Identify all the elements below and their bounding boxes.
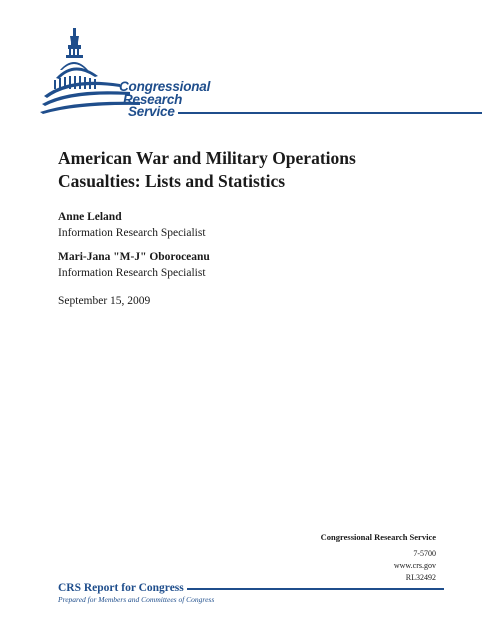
author-name: Anne Leland <box>58 211 122 223</box>
footer-rule <box>187 588 444 590</box>
author-2 <box>58 249 210 281</box>
footer-report-title: CRS Report for Congress <box>58 582 184 594</box>
crs-logo <box>40 26 450 121</box>
author-role: Information Research Specialist <box>58 227 206 239</box>
logo-line-3: Service <box>128 104 175 119</box>
report-footer <box>58 582 444 604</box>
website-text: www.crs.gov <box>393 561 436 570</box>
footer-title-line <box>58 582 444 594</box>
report-meta <box>321 531 436 584</box>
logo-line-1: Congressional <box>119 79 211 94</box>
author-role: Information Research Specialist <box>58 267 206 279</box>
report-title: American War and Military Operations Casualties: Lists and Statistics <box>58 148 356 191</box>
footer-tagline: Prepared for Members and Committees of Congress <box>58 595 215 604</box>
logo-rule <box>178 112 482 114</box>
author-name: Mari-Jana "M-J" Oboroceanu <box>58 251 210 263</box>
report-date: September 15, 2009 <box>58 295 151 307</box>
logo-line-2: Research <box>123 91 183 107</box>
report-id: RL32492 <box>405 573 436 582</box>
organization-name: Congressional Research Service <box>320 532 436 542</box>
author-1 <box>58 209 206 241</box>
report-number: 7-5700 <box>413 549 436 558</box>
